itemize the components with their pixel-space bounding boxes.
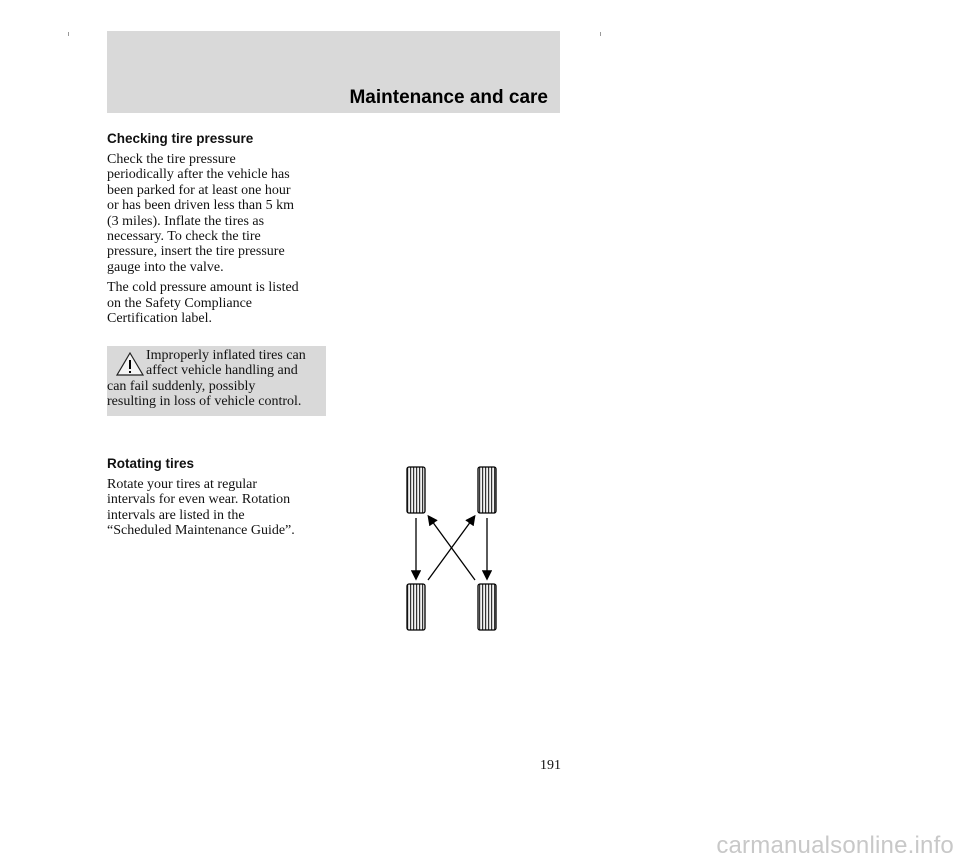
text-line: periodically after the vehicle has — [107, 167, 290, 183]
text-line: or has been driven less than 5 km — [107, 198, 295, 214]
warning-box — [107, 346, 326, 416]
arrow-icon — [429, 517, 475, 580]
page-number: 191 — [540, 758, 561, 773]
front-right-tire-icon — [478, 467, 496, 513]
text-line: (3 miles). Inflate the tires as — [107, 213, 265, 229]
text-line: “Scheduled Maintenance Guide”. — [107, 523, 295, 539]
text-line: affect vehicle handling and — [146, 363, 298, 379]
rear-right-tire-icon — [478, 584, 496, 630]
tire-pressure-heading: Checking tire pressure — [107, 131, 254, 146]
text-line: can fail suddenly, possibly — [107, 378, 256, 394]
text-line: necessary. To check the tire — [107, 229, 261, 245]
text-line: resulting in loss of vehicle control. — [107, 394, 302, 410]
watermark: carmanualsonline.info — [716, 832, 954, 859]
text-line: pressure, insert the tire pressure — [107, 244, 285, 260]
text-line: Check the tire pressure — [107, 152, 236, 167]
arrow-icon — [428, 517, 474, 580]
text-line: Rotate your tires at regular — [107, 477, 258, 492]
section-title: Maintenance and care — [349, 87, 548, 108]
tire-pressure-paragraph-2 — [107, 280, 329, 326]
crop-mark — [600, 32, 601, 36]
tire-pressure-paragraph-1 — [107, 152, 329, 275]
text-line: Improperly inflated tires can — [146, 348, 306, 363]
text-line: intervals are listed in the — [107, 507, 245, 523]
text-line: intervals for even wear. Rotation — [107, 492, 291, 508]
crop-mark — [68, 32, 69, 36]
front-left-tire-icon — [407, 467, 425, 513]
rotating-tires-section — [107, 455, 329, 539]
text-line: Certification label. — [107, 311, 212, 327]
text-line: gauge into the valve. — [107, 259, 224, 275]
tire-rotation-diagram — [398, 462, 502, 634]
rotating-tires-paragraph — [107, 477, 329, 539]
text-line: on the Safety Compliance — [107, 295, 253, 311]
rear-left-tire-icon — [407, 584, 425, 630]
text-line: The cold pressure amount is listed — [107, 280, 299, 296]
rotating-tires-heading: Rotating tires — [107, 456, 195, 471]
text-line: been parked for at least one hour — [107, 182, 291, 198]
warning-text — [107, 348, 322, 410]
tire-pressure-section — [107, 130, 329, 326]
section-header — [107, 31, 560, 113]
